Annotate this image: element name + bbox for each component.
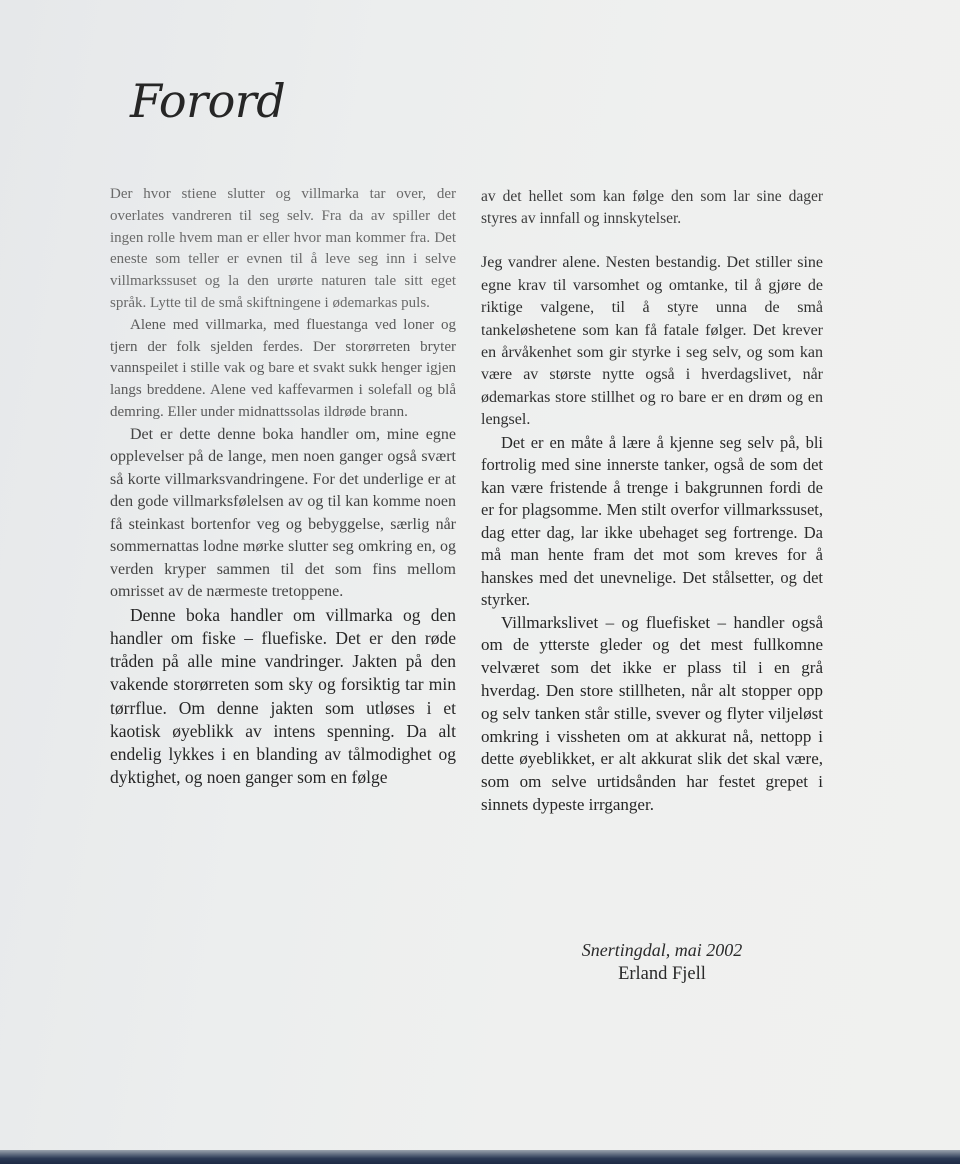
page-title: Forord	[130, 74, 286, 128]
left-column	[110, 184, 456, 789]
paragraph: Jeg vandrer alene. Nesten bestandig. Det stiller sine egne krav til varsomhet og omtanke, til å gjøre de riktige valgene, til å styre unna de små tankeløshetene som kan få fatale følger. Det krever en årvåkenhet som gir styrke i seg selv, og som kan være av største nytte også i hverdagslivet, når ødemarkas store stillhet og ro bare er en drøm og en lengsel.	[481, 254, 823, 429]
signature-place-date: Snertingdal, mai 2002	[581, 940, 743, 960]
paragraph: Alene med villmarka, med fluestanga ved loner og tjern der folk sjelden ferdes. Der storørreten bryter vannspeilet i stille vak og bare et svakt sukk henger igjen langs breddene. Alene ved kaffevarmen i solefall og blå demring. Eller under midnattssolas ildrøde brann.	[110, 316, 456, 420]
paragraph: av det hellet som kan følge den som lar sine dager styres av innfall og innskytelser.	[481, 188, 823, 228]
signature-author: Erland Fjell	[618, 964, 706, 984]
page-bottom-edge	[0, 1150, 960, 1164]
paragraph: Denne boka handler om villmarka og den handler om fiske – fluefiske. Det er den røde tråden på alle mine vandringer. Jakten på den vakende storørreten som sky og forsiktig tar min tørrflue. Om denne jakten som utløses i et kaotisk øyeblikk av intens spenning. Da alt endelig lykkes i en blanding av tålmodighet og dyktighet, og noen ganger som en følge	[110, 604, 456, 788]
paragraph: Det er en måte å lære å kjenne seg selv på, bli fortrolig med sine innerste tanker, også de som det kan være fristende å trenge i bakgrunnen fordi de er for plagsomme. Men stilt overfor villmarkssuset, dag etter dag, lar ikke ubehaget seg fortrenge. Da må man hente fram det mot som kreves for å hanskes med det unevnelige. Det stålsetter, og det styrker.	[481, 432, 823, 610]
paragraph: Det er dette denne boka handler om, mine egne opplevelser på de lange, men noen ganger også svært så korte villmarksvandringene. For det underlige er at den gode villmarksfølelsen av og til kan komme noen få steinkast bortenfor veg og bebyggelse, særlig når sommernattas lodne mørke slutter seg omkring en, og verden kryper sammen til det som fins mellom omrisset av de nærmeste tretoppene.	[110, 425, 456, 601]
signature-block	[481, 938, 823, 987]
paragraph: Villmarkslivet – og fluefisket – handler også om de ytterste gleder og det mest fullkomne velværet som det ikke er plass til i en grå hverdag. Den store stillheten, når alt stopper opp og selv tanken står stille, svever og flyter viljeløst omkring i vissheten om at akkurat nå, nettopp i dette øyeblikket, er alt akkurat slik det skal være, som om selve urtidsånden har festet grepet i sinnets dypeste irrganger.	[481, 612, 823, 815]
paragraph: Der hvor stiene slutter og villmarka tar over, der overlates vandreren til seg selv. Fra da av spiller det ingen rolle hvem man er eller hvor man kommer fra. Det eneste som teller er evnen til å leve seg inn i selve villmarkssuset og la den urørte naturen tale sitt eget språk. Lytte til de små skiftningene i ødemarkas puls.	[110, 186, 456, 311]
right-column	[481, 186, 823, 817]
